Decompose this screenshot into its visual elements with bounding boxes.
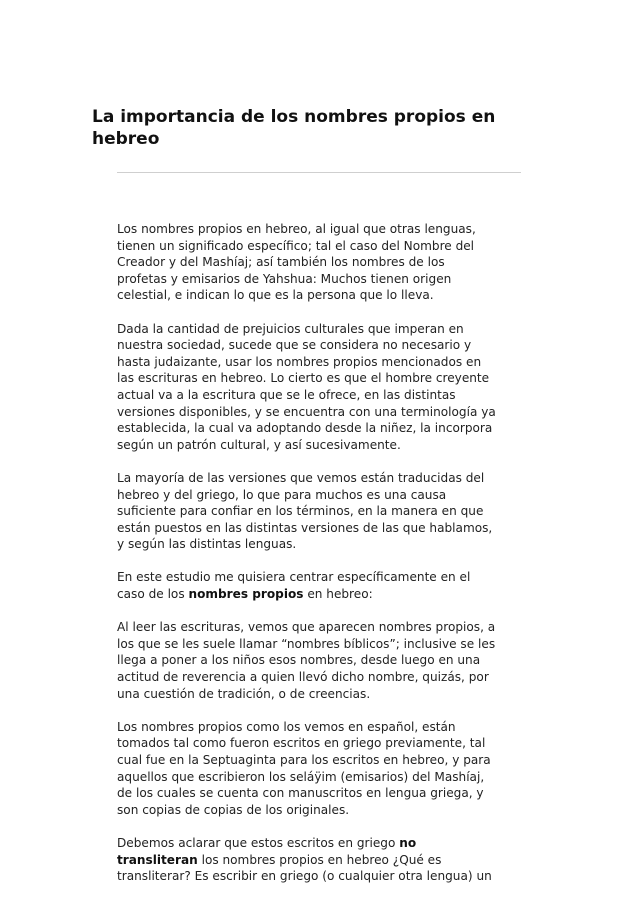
text-line: aquellos que escribieron los seláÿim (emisarios) del Mashíaj,	[117, 769, 485, 784]
paragraph	[117, 835, 529, 885]
document-body	[117, 221, 529, 901]
text-line: hasta judaizante, usar los nombres propios mencionados en	[117, 354, 482, 369]
text-line: profetas y emisarios de Yahshua: Muchos tienen origen	[117, 271, 452, 286]
text-line: tomados tal como fueron escritos en griego previamente, tal	[117, 736, 486, 751]
text-line	[117, 852, 529, 869]
paragraph	[117, 321, 529, 454]
text-line: nuestra sociedad, sucede que se considera no necesario y	[117, 338, 472, 353]
text-run: caso de los	[117, 587, 189, 602]
paragraph	[117, 619, 529, 702]
text-line: son copias de copias de los originales.	[117, 802, 350, 817]
text-line: versiones disponibles, y se encuentra con una terminología ya	[117, 404, 496, 419]
text-line: las escrituras en hebreo. Lo cierto es que el hombre creyente	[117, 371, 490, 386]
text-line: tienen un significado específico; tal el caso del Nombre del	[117, 238, 475, 253]
text-line: establecida, la cual va adoptando desde la niñez, la incorpora	[117, 421, 493, 436]
text-line: Dada la cantidad de prejuicios culturales que imperan en	[117, 321, 464, 336]
bold-text: no	[399, 835, 417, 850]
bold-text: nombres propios	[188, 587, 304, 602]
text-line: Creador y del Mashíaj; así también los nombres de los	[117, 255, 445, 270]
text-line: los que se les suele llamar “nombres bíblicos”; inclusive se les	[117, 636, 496, 651]
title-line: hebreo	[92, 129, 160, 149]
text-line: de los cuales se cuenta con manuscritos en lengua griega, y	[117, 786, 484, 801]
text-line: transliterar? Es escribir en griego (o cualquier otra lengua) un	[117, 869, 492, 884]
text-run: los nombres propios en hebreo ¿Qué es	[197, 852, 442, 867]
text-line: una cuestión de tradición, o de creencias.	[117, 686, 371, 701]
text-line	[117, 835, 529, 852]
text-line: Al leer las escrituras, vemos que aparecen nombres propios, a	[117, 620, 496, 635]
horizontal-divider	[117, 172, 521, 173]
text-line: Los nombres propios en hebreo, al igual que otras lenguas,	[117, 222, 476, 236]
paragraph	[117, 470, 529, 553]
paragraph	[117, 719, 529, 819]
paragraph	[117, 569, 529, 602]
title-line: La importancia de los nombres propios en	[92, 107, 496, 127]
text-line: y según las distintas lenguas.	[117, 537, 297, 552]
paragraph	[117, 221, 529, 304]
bold-text: transliteran	[117, 852, 198, 867]
text-line: Los nombres propios como los vemos en español, están	[117, 719, 456, 734]
text-line: suficiente para confiar en los términos, en la manera en que	[117, 504, 484, 519]
text-line: actual va a la escritura que se le ofrece, en las distintas	[117, 387, 456, 402]
text-line: La mayoría de las versiones que vemos están traducidas del	[117, 470, 485, 485]
text-line: En este estudio me quisiera centrar específicamente en el	[117, 570, 471, 585]
text-line: actitud de reverencia a quien llevó dicho nombre, quizás, por	[117, 670, 489, 685]
text-line: hebreo y del griego, lo que para muchos es una causa	[117, 487, 447, 502]
text-line: están puestos en las distintas versiones de las que hablamos,	[117, 520, 493, 535]
text-line: según un patrón cultural, y así sucesivamente.	[117, 437, 401, 452]
text-line: cual fue en la Septuaginta para los escritos en hebreo, y para	[117, 753, 491, 767]
text-run: Debemos aclarar que estos escritos en griego	[117, 835, 400, 850]
text-line: celestial, e indican lo que es la persona que lo lleva.	[117, 288, 434, 303]
text-run: en hebreo:	[303, 587, 373, 602]
document-title	[92, 106, 532, 150]
text-line: llega a poner a los niños esos nombres, desde luego en una	[117, 653, 481, 668]
text-line	[117, 586, 529, 603]
